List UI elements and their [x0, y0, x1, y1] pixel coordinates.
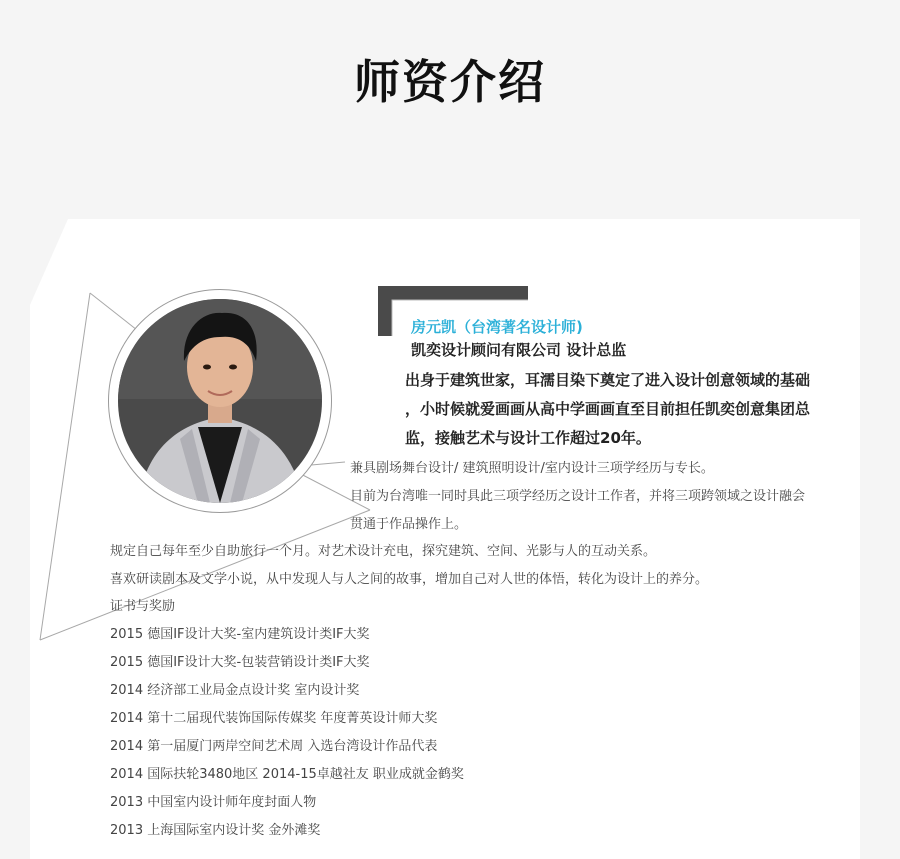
experience-text — [350, 455, 840, 539]
award-item: 2014 经济部工业局金点设计奖 室内设计奖 — [110, 683, 360, 698]
hobby-text — [110, 538, 850, 594]
award-item: 2013 中国室内设计师年度封面人物 — [110, 795, 317, 810]
designer-title: 凯奕设计顾问有限公司 设计总监 — [411, 341, 627, 359]
intro-line: ，小时候就爱画画从高中学画画直至目前担任凯奕创意集团总 — [405, 400, 811, 418]
awards-list — [110, 593, 464, 845]
intro-line: 出身于建筑世家，耳濡目染下奠定了进入设计创意领域的基础 — [405, 371, 811, 389]
intro-line: 监，接触艺术与设计工作超过20年。 — [405, 429, 651, 447]
body-line: 喜欢研读剧本及文学小说，从中发现人与人之间的故事，增加自己对人世的体悟，转化为设计上的养分。 — [110, 572, 709, 587]
body-line: 目前为台湾唯一同时具此三项学经历之设计工作者，并将三项跨领域之设计融会 — [350, 489, 806, 504]
award-item: 2014 第一届厦门两岸空间艺术周 入选台湾设计作品代表 — [110, 739, 438, 754]
page-title: 师资介绍 — [354, 55, 546, 109]
body-line: 兼具剧场舞台设计/ 建筑照明设计/室内设计三项学经历与专长。 — [350, 461, 714, 476]
award-item: 2014 第十二届现代装饰国际传媒奖 年度菁英设计师大奖 — [110, 711, 438, 726]
avatar — [118, 299, 322, 503]
award-item: 2015 德国IF设计大奖-包装营销设计类IF大奖 — [110, 655, 370, 670]
award-item: 2013 上海国际室内设计奖 金外滩奖 — [110, 823, 321, 838]
portrait-image — [118, 299, 322, 503]
awards-heading: 证书与奖励 — [110, 599, 176, 614]
award-item: 2015 德国IF设计大奖-室内建筑设计类IF大奖 — [110, 627, 370, 642]
body-line: 规定自己每年至少自助旅行一个月。对艺术设计充电，探究建筑、空间、光影与人的互动关系。 — [110, 544, 657, 559]
designer-name: 房元凯（台湾著名设计师) — [411, 318, 583, 336]
intro-text — [405, 366, 845, 453]
body-line: 贯通于作品操作上。 — [350, 517, 468, 532]
award-item: 2014 国际扶轮3480地区 2014-15卓越社友 职业成就金鹤奖 — [110, 767, 464, 782]
